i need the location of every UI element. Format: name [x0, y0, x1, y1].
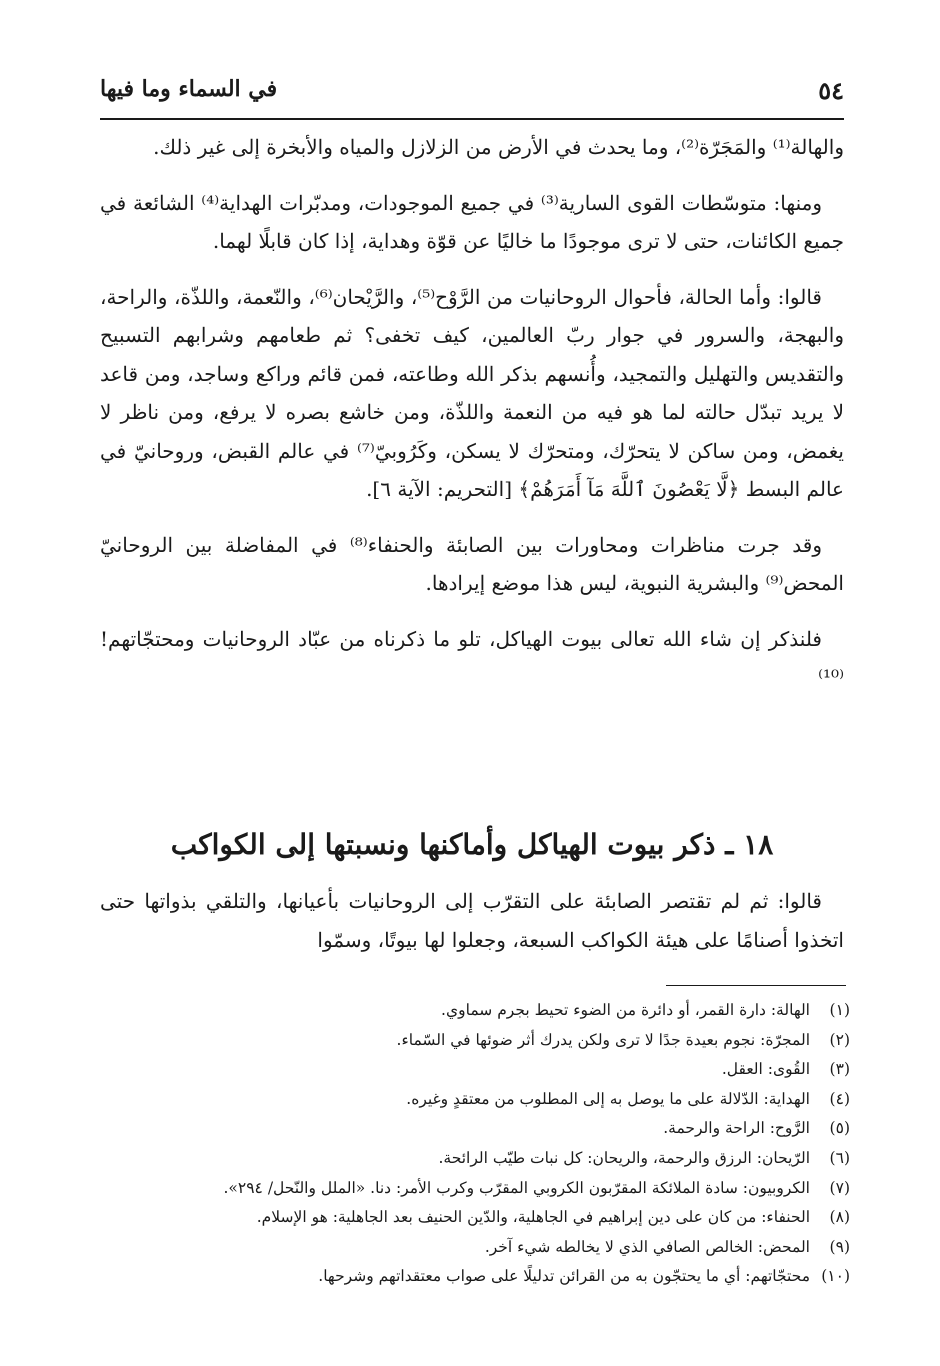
footnote-text: الكروبيون: سادة الملائكة المقرّبون الكروبي المقرّب وكرب الأمر: دنا. «الملل والنّحل/ ٢٩٤».: [223, 1178, 810, 1197]
body-text: [100, 128, 844, 714]
footnote-number: (١٠): [821, 1267, 850, 1286]
footnote-number: (٥): [829, 1119, 850, 1138]
paragraph: فلنذكر إن شاء الله تعالى بيوت الهياكل، تلو ما ذكرناه من عبّاد الروحانيات ومحتجّاتهم!⁽¹⁰⁾: [100, 626, 844, 689]
section-body: [100, 882, 844, 959]
footnote-item: [100, 1174, 850, 1204]
section-heading: ١٨ ـ ذكر بيوت الهياكل وأماكنها ونسبتها إلى الكواكب: [170, 828, 774, 861]
footnote-text: القُوى: العقل.: [721, 1060, 810, 1079]
footnote-item: [100, 996, 850, 1026]
footnote-text: الهداية: الدّلالة على ما يوصل به إلى المطلوب من معتقدٍ وغيره.: [406, 1089, 810, 1108]
footnote-item: [100, 1233, 850, 1263]
footnote-item: [100, 1203, 850, 1233]
footnote-number: (٧): [829, 1178, 850, 1197]
footnote-number: (٣): [829, 1060, 850, 1079]
footnote-text: المجرّة: نجوم بعيدة جدًا لا ترى ولكن يدرك أثر ضوئها في السّماء.: [396, 1030, 810, 1049]
footnote-number: (١): [829, 1001, 850, 1019]
header-rule: [100, 118, 844, 120]
running-title: في السماء وما فيها: [100, 76, 278, 102]
footnote-item: [100, 1262, 850, 1292]
footnote-text: الرَّوح: الراحة والرحمة.: [663, 1119, 810, 1138]
footnote-rule: [666, 985, 846, 986]
footnote-number: (٨): [829, 1208, 850, 1227]
footnote-text: المحض: الخالص الصافي الذي لا يخالطه شيء آخر.: [484, 1237, 810, 1256]
paragraph: قالوا: وأما الحالة، فأحوال الروحانيات من الرَّوْح⁽⁵⁾، والرَّيْحان⁽⁶⁾، والنّعمة، واللذّة، والراحة، والبهجة، والسرور في جوار ربّ العالمين، كيف تخفى؟ ثم طعامهم وشرابهم التسبيح والتقديس والتهليل والتمجيد، وأُنسهم بذكر الله وطاعته، فمن قائم وراكع وساجد، ومن قاعد لا يريد تبدّل حالته لما هو فيه من النعمة واللذّة، ومن خاشع بصره لا يرفع، ومن ناظر لا يغمض، ومن ساكن لا يتحرّك، ومتحرّك لا يسكن، وكَرُوبيّ⁽⁷⁾ في عالم القبض، وروحانيّ في عالم البسط ﴿لَّا يَعْصُونَ ٱللَّهَ مَآ أَمَرَهُمْ﴾ [التحريم: الآية ٦].: [100, 284, 844, 501]
footnote-number: (٤): [829, 1089, 850, 1108]
page-header: [100, 70, 844, 114]
footnote-item: [100, 1144, 850, 1174]
footnote-item: [100, 1026, 850, 1056]
paragraph: والهالة⁽¹⁾ والمَجَرّة⁽²⁾، وما يحدث في الأرض من الزلازل والمياه والأبخرة إلى غير ذلك.: [153, 135, 844, 159]
paragraph: قالوا: ثم لم تقتصر الصابئة على التقرّب إلى الروحانيات بأعيانها، والتلقي بذواتها حتى اتخذوا أصنامًا على هيئة الكواكب السبعة، وجعلوا لها بيوتًا، وسمّوا: [100, 889, 844, 952]
footnote-item: [100, 1114, 850, 1144]
footnote-text: الحنفاء: من كان على دين إبراهيم في الجاهلية، والدّين الحنيف بعد الجاهلية: هو الإسلام.: [256, 1208, 810, 1227]
footnote-text: الرّيحان: الرزق والرحمة، والريحان: كل نبات طيّب الرائحة.: [438, 1148, 810, 1167]
paragraph: وقد جرت مناظرات ومحاورات بين الصابئة والحنفاء⁽⁸⁾ في المفاضلة بين الروحانيّ المحض⁽⁹⁾ والبشرية النبوية، ليس هذا موضع إيرادها.: [100, 532, 844, 595]
footnote-text: محتجّاتهم: أي ما يحتجّون به من القرائن تدليلًا على صواب معتقداتهم وشرحها.: [318, 1267, 810, 1286]
footnotes-list: [100, 996, 850, 1292]
footnote-number: (٢): [829, 1030, 850, 1049]
paragraph: ومنها: متوسّطات القوى السارية⁽³⁾ في جميع الموجودات، ومدبّرات الهداية⁽⁴⁾ الشائعة في جميع الكائنات، حتى لا ترى موجودًا ما خاليًا عن قوّة وهداية، إذا كان قابلًا لهما.: [100, 190, 844, 253]
footnote-number: (٦): [829, 1148, 850, 1167]
footnote-item: [100, 1085, 850, 1115]
page-number: ٥٤: [818, 76, 844, 105]
footnote-item: [100, 1055, 850, 1085]
footnote-text: الهالة: دارة القمر، أو دائرة من الضوء تحيط بجرم سماوي.: [441, 1001, 810, 1019]
footnote-number: (٩): [829, 1237, 850, 1256]
